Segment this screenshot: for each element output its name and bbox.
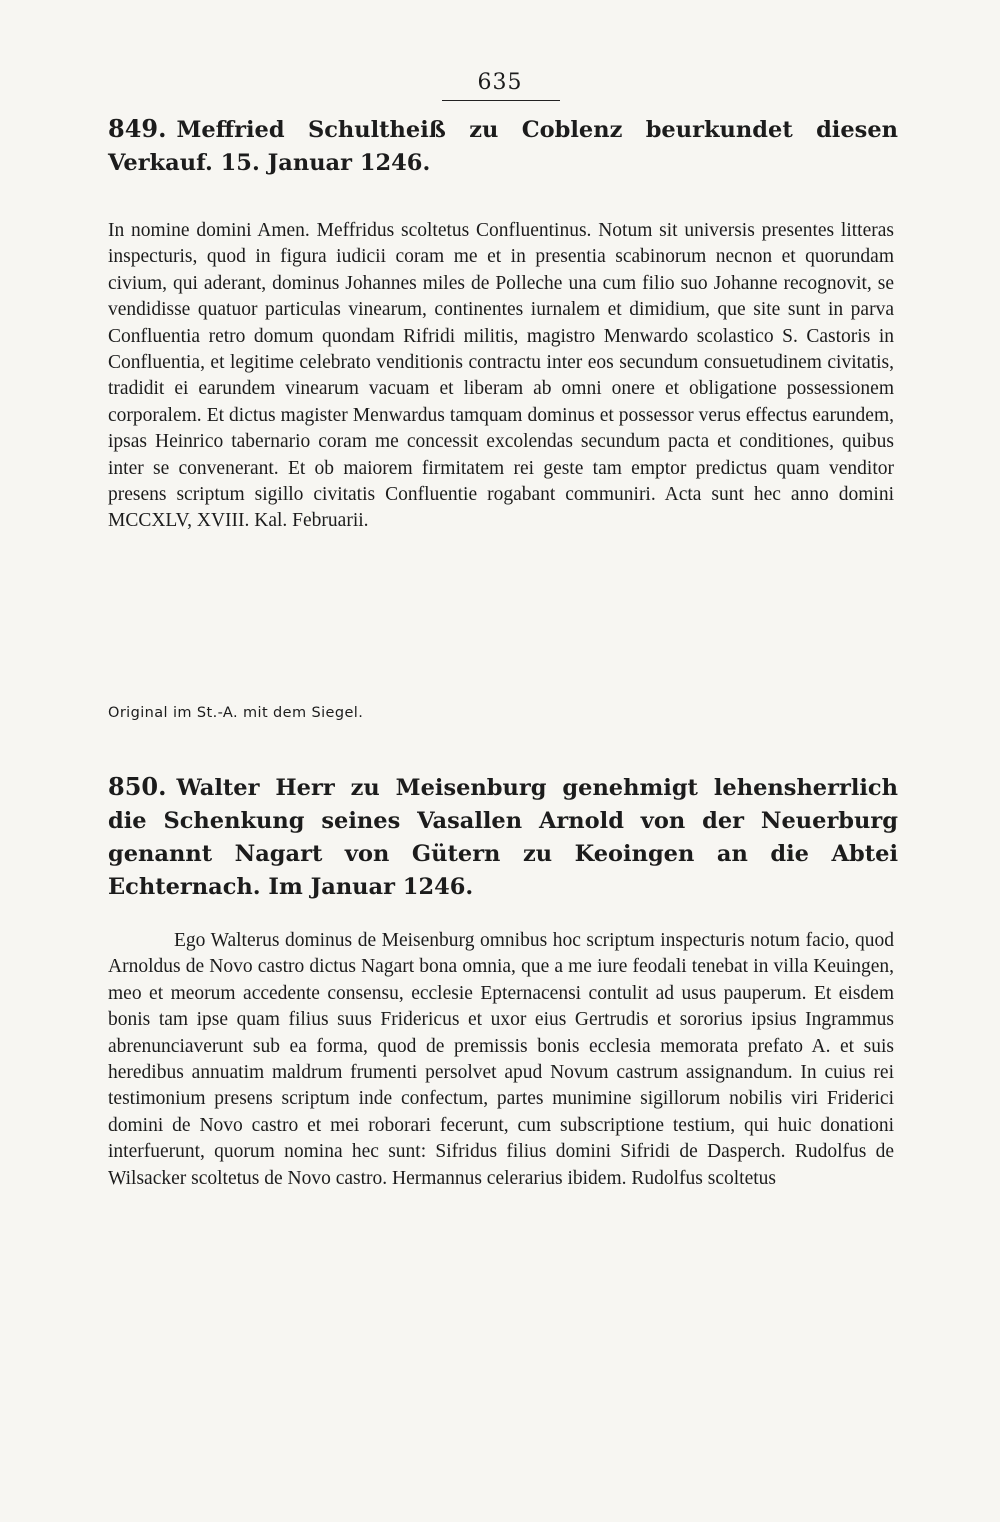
- entry-number: 850.: [108, 772, 167, 801]
- page-number: 635: [477, 70, 523, 95]
- source-note: Original im St.-A. mit dem Siegel.: [108, 705, 364, 721]
- page-number-rule: [442, 100, 560, 101]
- entry-heading-text: Walter Herr zu Meisenburg genehmigt lehensherrlich die Schenkung seines Vasallen Arnold von der Neuerburg genannt Nagart von Gütern zu Keoingen an die Abtei Echternach. Im Januar 1246.: [108, 775, 898, 900]
- entry-849-body: [108, 218, 894, 535]
- entry-849-heading: [108, 112, 898, 180]
- entry-heading-text: Meffried Schultheiß zu Coblenz beurkundet diesen Verkauf. 15. Januar 1246.: [108, 117, 898, 176]
- entry-number: 849.: [108, 114, 167, 143]
- entry-850-body[interactable]: [108, 928, 894, 1192]
- entry-850-heading: [108, 770, 898, 904]
- document-text: Ego Walterus dominus de Meisenburg omnibus hoc scriptum inspecturis notum facio, quod Arnoldus de Novo castro dictus Nagart bona omnia, que a me iure feodali tenebat in villa Keuingen, meo et meorum accedente consensu, ecclesie Epternacensi contulit ad usus pauperum. Et eisdem bonis tam ipse quam filius suus Fridericus et uxor eius Gertrudis et sororius ipsius Ingrammus abrenunciaverunt sub ea forma, quod de premissis bonis ecclesia memorata prefato A. et suis heredibus annuatim maldrum frumenti persolvet apud Novum castrum assignandum. In cuius rei testimonium presens scriptum inde confectum, partes munimine sigillorum nobilis viri Friderici domini de Novo castro et mei roborari fecerunt, cum subscriptione testium, qui huic donationi interfuerunt, quorum nomina hec sunt: Sifridus filius domini Sifridi de Dasperch. Rudolfus de Wilsacker scoltetus de Novo castro. Hermannus celerarius ibidem. Rudolfus scoltetus: [108, 930, 894, 1189]
- document-text: In nomine domini Amen. Meffridus scoltetus Confluentinus. Notum sit universis presentes litteras inspecturis, quod in figura iudicii coram me et in presentia scabinorum necnon et quorundam civium, qui aderant, dominus Johannes miles de Polleche una cum filio suo Johanne recognovit, se vendidisse quatuor particulas vinearum, continentes iurnalem et dimidium, que site sunt in parva Confluentia retro domum quondam Rifridi militis, magistro Menwardo scolastico S. Castoris in Confluentia, et legitime celebrato venditionis contractu inter eos secundum consuetudinem civitatis, tradidit ei earundem vinearum vacuam et liberam ab omni onere et obligatione possessionem corporalem. Et dictus magister Menwardus tamquam dominus et possessor verus effectus earundem, ipsas Heinrico tabernario coram me concessit excolendas secundum pacta et conditiones, quibus inter se convenerant. Et ob maiorem firmitatem rei geste tam emptor predictus quam venditor presens scriptum sigillo civitatis Confluentie rogabant communiri. Acta sunt hec anno domini MCCXLV, XVIII. Kal. Februarii.: [108, 220, 894, 532]
